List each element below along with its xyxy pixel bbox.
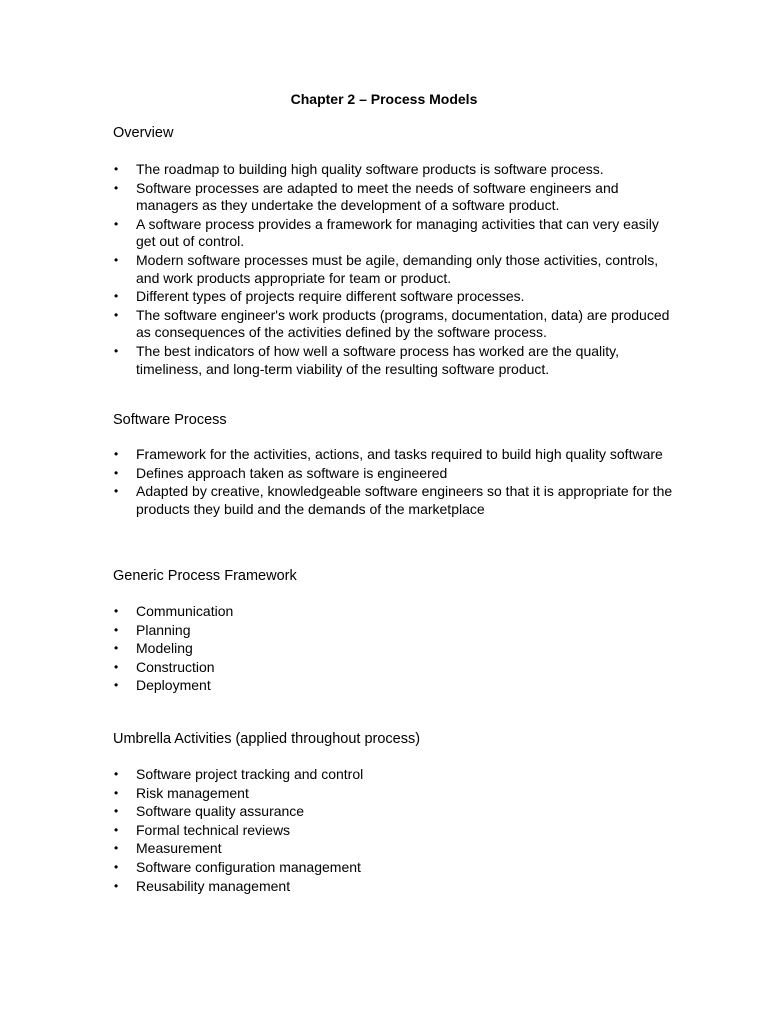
list-item: • Construction xyxy=(114,658,215,675)
list-item: • The software engineer's work products (programs, documentation, data) are produced as consequences of the activities defined by the software process. xyxy=(114,306,670,341)
bullet-icon: • xyxy=(114,604,119,618)
bullet-icon: • xyxy=(114,216,119,231)
list-item: • Software processes are adapted to meet the needs of software engineers and managers as they undertake the development of a software product. xyxy=(114,179,619,214)
list-item: • Software quality assurance xyxy=(114,803,305,820)
bullet-icon: • xyxy=(114,162,119,176)
list-item: • Deployment xyxy=(114,677,211,694)
generic-process-framework-list xyxy=(113,603,673,696)
list-item: • Adapted by creative, knowledgeable software engineers so that it is appropriate for the products they build and the demands of the marketplace xyxy=(114,483,673,517)
list-item: • Modeling xyxy=(114,640,193,657)
list-item: • Software project tracking and control xyxy=(114,766,364,782)
section-heading-generic-process-framework: Generic Process Framework xyxy=(113,568,297,584)
list-item: • Formal technical reviews xyxy=(114,821,291,838)
umbrella-activities-list xyxy=(113,766,673,896)
list-item: • Reusability management xyxy=(114,877,291,894)
list-item: • A software process provides a framework for managing activities that can very easily get out of control. xyxy=(114,215,659,250)
software-process-list xyxy=(113,446,673,519)
bullet-icon: • xyxy=(114,878,119,893)
section-heading-software-process: Software Process xyxy=(113,412,227,428)
section-heading-overview: Overview xyxy=(113,125,174,141)
bullet-icon: • xyxy=(114,447,119,461)
bullet-icon: • xyxy=(114,785,119,800)
list-item: • Measurement xyxy=(114,840,222,857)
section-heading-umbrella-activities: Umbrella Activities (applied throughout process) xyxy=(113,731,421,747)
bullet-icon: • xyxy=(114,307,119,322)
bullet-icon: • xyxy=(114,767,119,781)
bullet-icon: • xyxy=(114,622,119,637)
bullet-icon: • xyxy=(114,641,119,656)
bullet-icon: • xyxy=(114,484,119,499)
bullet-icon: • xyxy=(114,180,119,195)
list-item: • The roadmap to building high quality software products is software process. xyxy=(114,161,604,177)
bullet-icon: • xyxy=(114,678,119,693)
bullet-icon: • xyxy=(114,859,119,874)
list-item: • Software configuration management xyxy=(114,858,361,875)
list-item: • Planning xyxy=(114,621,191,638)
bullet-icon: • xyxy=(114,659,119,674)
list-item: • Framework for the activities, actions, and tasks required to build high quality software xyxy=(114,446,663,462)
bullet-icon: • xyxy=(114,804,119,819)
bullet-icon: • xyxy=(114,343,119,358)
list-item: • Defines approach taken as software is engineered xyxy=(114,464,448,481)
list-item: • Risk management xyxy=(114,784,249,801)
list-item: • Different types of projects require different software processes. xyxy=(114,288,525,305)
list-item: • Modern software processes must be agile, demanding only those activities, controls, and work products appropriate for team or product. xyxy=(114,251,659,286)
overview-list xyxy=(113,161,673,379)
bullet-icon: • xyxy=(114,252,119,267)
bullet-icon: • xyxy=(114,289,119,304)
bullet-icon: • xyxy=(114,841,119,856)
list-item: • Communication xyxy=(114,603,234,619)
bullet-icon: • xyxy=(114,465,119,480)
page-title: Chapter 2 – Process Models xyxy=(290,91,478,107)
bullet-icon: • xyxy=(114,822,119,837)
list-item: • The best indicators of how well a software process has worked are the quality, timeliness, and long-term viability of the resulting software product. xyxy=(114,342,619,377)
